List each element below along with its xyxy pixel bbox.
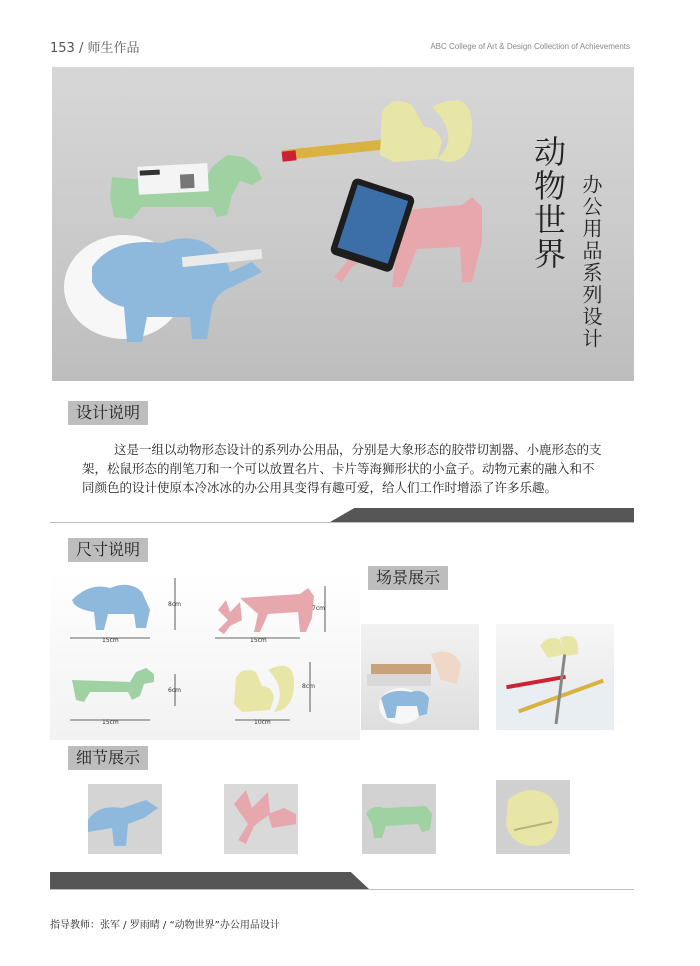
- scene-stationery-illustration: [496, 624, 614, 730]
- dog-height-label: 6cm: [168, 687, 181, 694]
- squirrel-width-label: 10cm: [254, 719, 271, 726]
- design-section-label: 设计说明: [68, 401, 148, 425]
- detail-deer-illustration: [224, 784, 298, 854]
- bottom-bar: [50, 872, 370, 890]
- hero-title-sub: 办公用品系列设计: [579, 174, 603, 350]
- squirrel-sharpener: [282, 100, 472, 162]
- scene-desk-illustration: [361, 624, 479, 730]
- bottom-divider-line: [50, 889, 634, 890]
- divider-bar: [330, 508, 634, 522]
- elephant-height-label: 8cm: [168, 601, 181, 608]
- deer-phone-stand: [329, 177, 482, 287]
- detail-section-label: 细节展示: [68, 746, 148, 770]
- design-description: 这是一组以动物形态设计的系列办公用品，分别是大象形态的胶带切割器、小鹿形态的支架，松鼠形态的削笔刀和一个可以放置名片、卡片等海狮形状的小盒子。动物元素的融入和不同颜色的设计使原本冷冰冰的办公用具变得有趣可爱，给人们工作时增添了许多乐趣。: [82, 442, 602, 495]
- detail-dachshund-illustration: [362, 784, 436, 854]
- detail-photo-squirrel: [496, 780, 570, 854]
- dachshund-card-box: [110, 155, 262, 219]
- size-section-label: 尺寸说明: [68, 538, 148, 562]
- dog-width-label: 15cm: [102, 719, 119, 726]
- deer-height-label: 7cm: [312, 605, 325, 612]
- detail-squirrel-illustration: [496, 780, 570, 854]
- scene-photo-desk: [361, 624, 479, 730]
- size-diagrams: [50, 570, 360, 740]
- elephant-tape-dispenser: [64, 235, 262, 342]
- size-illustrations: [50, 570, 360, 740]
- elephant-width-label: 15cm: [102, 637, 119, 644]
- divider-line: [50, 522, 634, 523]
- scene-photo-stationery: [496, 624, 614, 730]
- detail-photo-deer: [224, 784, 298, 854]
- squirrel-height-label: 8cm: [302, 683, 315, 690]
- hero-title-main: 动物世界: [529, 135, 567, 271]
- page-number: 153 / 师生作品: [50, 41, 140, 56]
- deer-width-label: 15cm: [250, 637, 267, 644]
- footer-credit: 指导教师：张军 / 罗雨晴 / “动物世界”办公用品设计: [50, 920, 280, 931]
- collection-title: ABC College of Art & Design Collection of Achievements: [430, 42, 630, 51]
- detail-photo-elephant: [88, 784, 162, 854]
- detail-elephant-illustration: [88, 784, 162, 854]
- scene-section-label: 场景展示: [368, 566, 448, 590]
- detail-photo-dachshund: [362, 784, 436, 854]
